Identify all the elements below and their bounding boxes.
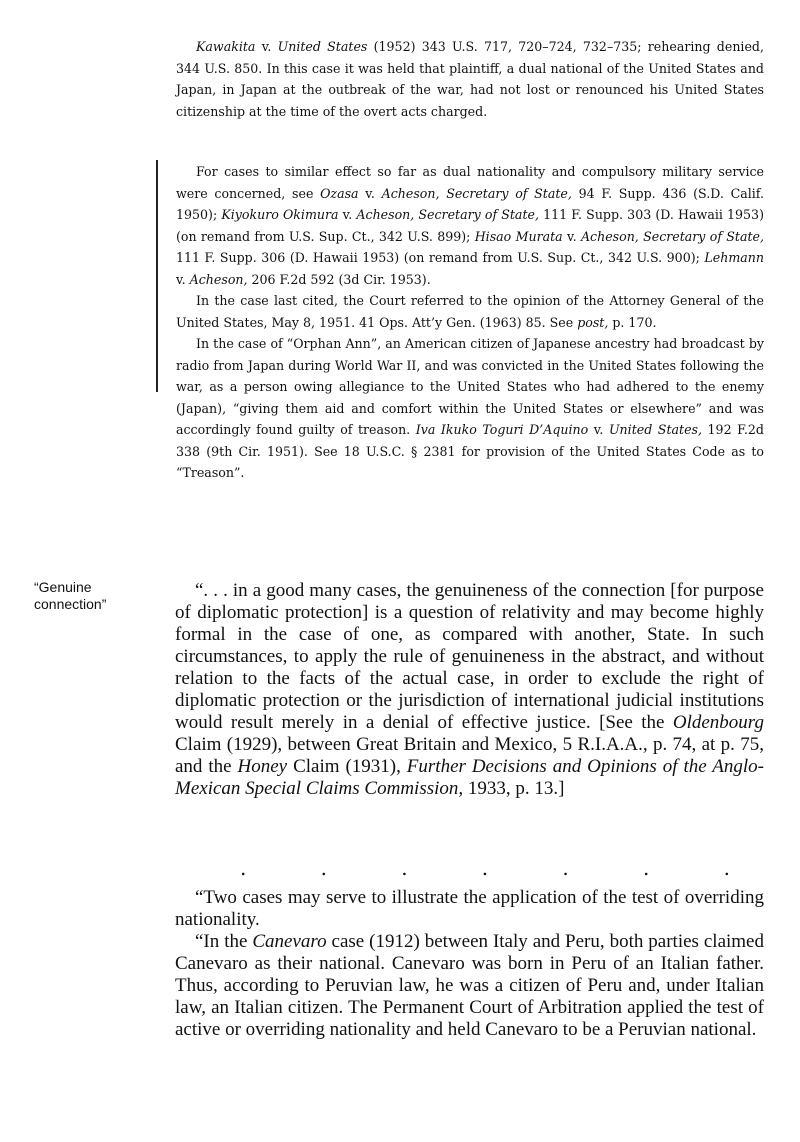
margin-note-genuine-connection: “Genuine connection” [34,579,107,612]
text-run: v. [562,228,581,244]
italic-text-run: United States, [608,422,702,437]
ellipsis-dot: . [481,856,489,880]
italic-text-run: Canevaro [252,931,327,952]
italic-text-run: post, [577,314,609,330]
text-run: For cases to similar effect so far as dual nationality and compulsory military service were concerned, see [176,164,764,201]
text-run: 111 F. Supp. 306 (D. Hawaii 1953) (on remand from U.S. Sup. Ct., 342 U.S. 900); [176,250,705,265]
italic-text-run: Kawakita [196,39,256,54]
text-run: “Two cases may serve to illustrate the application of the test of overriding nationality. [175,887,764,930]
italic-text-run: United States [277,39,368,54]
italic-text-run: Acheson, [189,271,248,287]
italic-text-run: Kiyokuro Okimura [221,207,339,222]
ellipsis-dot: . [642,856,650,880]
text-run: “. . . in a good many cases, the genuineness of the connection [for purpose of diplomatic protection] is a question of relativity and may become highly formal in the case of one, as compared with another, State. In such circumstances, to apply the rule of genuineness in the abstract, and without relation to the facts of the actual case, in order to exclude the right of diplomatic protection or the jurisdiction of international judicial institutions would result merely in a denial of effective justice. [See the [175,580,764,733]
similar-cases-paragraph [176,161,764,290]
italic-text-run: Oldenbourg [672,712,764,733]
genuineness-paragraph [175,580,764,800]
italic-text-run: Further Decisions and Opinions of the Anglo-Mexican Special Claims Commission, [175,756,764,799]
text-run: 1933, p. 13.] [463,778,565,799]
ellipsis-dot: . [401,856,408,880]
italic-text-run: Acheson, Secretary of State, [580,228,764,244]
text-run: v. [176,271,190,287]
text-run: v. [338,207,357,222]
italic-text-run: Hisao Murata [474,228,563,244]
ellipsis-dot: . [562,856,569,880]
ellipsis-dots-row [240,858,730,878]
ellipsis-dot: . [320,856,327,880]
text-run: 94 F. Supp. 436 (S.D. Calif. 1950); [176,185,764,222]
dual-nationality-notes [176,161,764,484]
kawakita-paragraph [176,36,764,122]
text-run: v. [358,185,382,201]
text-run: case (1912) between Italy and Peru, both parties claimed Canevaro as their national. Canevaro was born in Peru of an Italian father. Thus, according to Peruvian law, he was a citizen of Peru and, under Italian law, an Italian citizen. The Permanent Court of Arbitration applied the test of active or overriding nationality and held Canevaro to be a Peruvian national. [175,931,764,1040]
text-run: p. 170. [608,314,657,330]
text-run: In the case of “Orphan Ann”, an American citizen of Japanese ancestry had broadcast by radio from Japan during World War II, and was convicted in the United States following the war, as a person owing allegiance to the United States who had adhered to the enemy (Japan), “giving them aid and comfort within the United States or elsewhere” and was accordingly found guilty of treason. [176,336,764,437]
text-run: Claim (1929), between Great Britain and Mexico, 5 R.I.A.A., p. 74, at p. 75, and the [175,734,764,777]
italic-text-run: Honey [237,756,288,777]
text-run: v. [255,39,278,54]
kawakita-note [176,36,764,122]
orphan-ann-paragraph [176,333,764,484]
italic-text-run: Iva Ikuko Toguri D’Aquino [415,422,589,437]
two-cases-paragraph [175,887,764,931]
genuine-connection-quote [175,580,764,800]
text-run: 111 F. Supp. 303 (D. Hawaii 1953) (on remand from U.S. Sup. Ct., 342 U.S. 899); [176,207,764,244]
margin-vertical-rule [156,160,158,392]
italic-text-run: Lehmann [704,250,764,265]
text-run: 206 F.2d 592 (3d Cir. 1953). [247,271,431,287]
italic-text-run: Acheson, Secretary of State, [356,207,539,222]
attorney-general-paragraph [176,290,764,333]
ellipsis-dot: . [723,856,730,880]
overriding-nationality-quote [175,887,764,1041]
text-run: Claim (1931), [287,756,407,777]
ellipsis-dot: . [240,856,247,880]
canevaro-paragraph [175,931,764,1041]
text-run: v. [588,422,609,437]
text-run: 192 F.2d 338 (9th Cir. 1951). See 18 U.S.C. § 2381 for provision of the United States Code as to “Treason”. [176,422,764,480]
text-run: (1952) 343 U.S. 717, 720–724, 732–735; rehearing denied, 344 U.S. 850. In this case it was held that plaintiff, a dual national of the United States and Japan, in Japan at the outbreak of the war, had not lost or renounced his United States citizenship at the time of the overt acts charged. [176,39,764,119]
italic-text-run: Ozasa [320,185,359,201]
italic-text-run: Acheson, Secretary of State, [381,185,572,201]
text-run: In the case last cited, the Court referred to the opinion of the Attorney General of the United States, May 8, 1951. 41 Ops. Att’y Gen. (1963) 85. See [176,293,764,330]
text-run: “In the [195,931,253,952]
